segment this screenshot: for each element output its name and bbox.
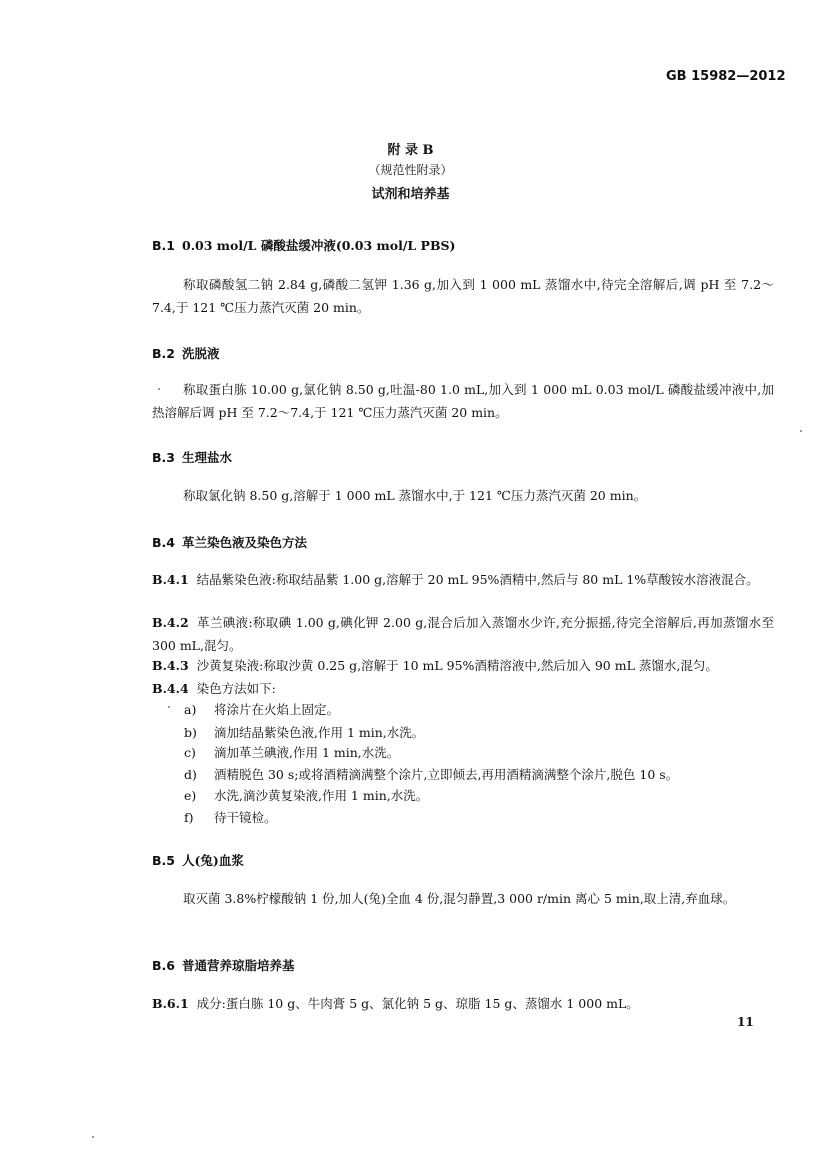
- list-item-label: c): [184, 745, 196, 760]
- page-number: 11: [737, 1015, 754, 1029]
- section-title: 洗脱液: [182, 346, 220, 361]
- list-item-text: 酒精脱色 30 s;或将酒精滴满整个涂片,立即倾去,再用酒精滴满整个涂片,脱色 10 s。: [214, 767, 679, 782]
- scan-speck: [158, 388, 160, 390]
- subsection-number: B.4.1: [152, 572, 189, 587]
- list-item-label: d): [184, 767, 197, 782]
- list-item-label: b): [184, 725, 197, 740]
- section-title: 普通营养琼脂培养基: [182, 958, 295, 973]
- scan-speck: [800, 430, 802, 432]
- section-heading-b1: [152, 236, 455, 254]
- section-title: 人(兔)血浆: [182, 853, 244, 868]
- subsection-text: 染色方法如下:: [196, 681, 276, 696]
- section-heading-b4: [152, 533, 307, 551]
- subsection-number: B.4.2: [152, 615, 189, 630]
- list-item: [184, 723, 424, 741]
- subsection-text: 成分:蛋白胨 10 g、牛肉膏 5 g、氯化钠 5 g、琼脂 15 g、蒸馏水 1 000 mL。: [196, 996, 639, 1011]
- standard-number: GB 15982—2012: [666, 69, 786, 84]
- list-item: [184, 765, 678, 783]
- subsection-text: 结晶紫染色液:称取结晶紫 1.00 g,溶解于 20 mL 95%酒精中,然后与 80 mL 1%草酸铵水溶液混合。: [196, 572, 759, 587]
- scan-speck: [168, 706, 170, 708]
- section-number: B.2: [152, 346, 175, 361]
- subsection-b43: [152, 654, 774, 677]
- subsection-text: 沙黄复染液:称取沙黄 0.25 g,溶解于 10 mL 95%酒精溶液中,然后加入 90 mL 蒸馏水,混匀。: [196, 658, 718, 673]
- section-heading-b2: [152, 344, 220, 362]
- list-item-text: 滴加结晶紫染色液,作用 1 min,水洗。: [214, 725, 425, 740]
- section-title: 0.03 mol/L 磷酸盐缓冲液(0.03 mol/L PBS): [182, 238, 456, 253]
- section-number: B.6: [152, 958, 175, 973]
- section-text-b2: 称取蛋白胨 10.00 g,氯化钠 8.50 g,吐温-80 1.0 mL,加入到 1 000 mL 0.03 mol/L 磷酸盐缓冲液中,加热溶解后调 pH 至 7.2～7.4,于 121 ℃压力蒸汽灭菌 20 min。: [152, 382, 774, 420]
- list-item-label: f): [184, 810, 194, 825]
- list-item-label: e): [184, 788, 197, 803]
- section-heading-b5: [152, 851, 244, 869]
- subsection-number: B.4.4: [152, 681, 189, 696]
- subsection-b44: [152, 677, 774, 700]
- section-text-b3: 称取氯化钠 8.50 g,溶解于 1 000 mL 蒸馏水中,于 121 ℃压力蒸汽灭菌 20 min。: [183, 488, 647, 503]
- appendix-type: （规范性附录）: [368, 163, 453, 177]
- section-number: B.5: [152, 853, 175, 868]
- subsection-number: B.6.1: [152, 996, 189, 1011]
- section-title: 生理盐水: [182, 450, 233, 465]
- section-number: B.1: [152, 238, 175, 253]
- section-text-b1: 称取磷酸氢二钠 2.84 g,磷酸二氢钾 1.36 g,加入到 1 000 mL 蒸馏水中,待完全溶解后,调 pH 至 7.2～7.4,于 121 ℃压力蒸汽灭菌 20 min。: [152, 277, 774, 315]
- section-title: 革兰染色液及染色方法: [182, 535, 308, 550]
- list-item-label: a): [184, 702, 197, 717]
- list-item-text: 将涂片在火焰上固定。: [214, 702, 340, 717]
- section-text-b5: 取灭菌 3.8%柠檬酸钠 1 份,加人(兔)全血 4 份,混匀静置,3 000 r/min 离心 5 min,取上清,弃血球。: [183, 891, 736, 906]
- list-item-text: 水洗,滴沙黄复染液,作用 1 min,水洗。: [214, 788, 429, 803]
- appendix-label: 附 录 B: [387, 143, 434, 158]
- scan-speck: [92, 1136, 94, 1138]
- list-item: [184, 786, 428, 804]
- list-item: [184, 700, 339, 718]
- section-heading-b6: [152, 956, 295, 974]
- subsection-b61: [152, 992, 774, 1015]
- subsection-b42: [152, 611, 774, 657]
- list-item: [184, 808, 277, 826]
- section-number: B.3: [152, 450, 175, 465]
- appendix-title: 试剂和培养基: [371, 187, 450, 202]
- list-item-text: 滴加革兰碘液,作用 1 min,水洗。: [214, 745, 400, 760]
- list-item: [184, 743, 399, 761]
- section-number: B.4: [152, 535, 175, 550]
- subsection-b41: [152, 568, 774, 591]
- subsection-number: B.4.3: [152, 658, 189, 673]
- section-heading-b3: [152, 448, 232, 466]
- list-item-text: 待干镜检。: [214, 810, 277, 825]
- subsection-text: 革兰碘液:称取碘 1.00 g,碘化钾 2.00 g,混合后加入蒸馏水少许,充分振摇,待完全溶解后,再加蒸馏水至 300 mL,混匀。: [152, 615, 774, 653]
